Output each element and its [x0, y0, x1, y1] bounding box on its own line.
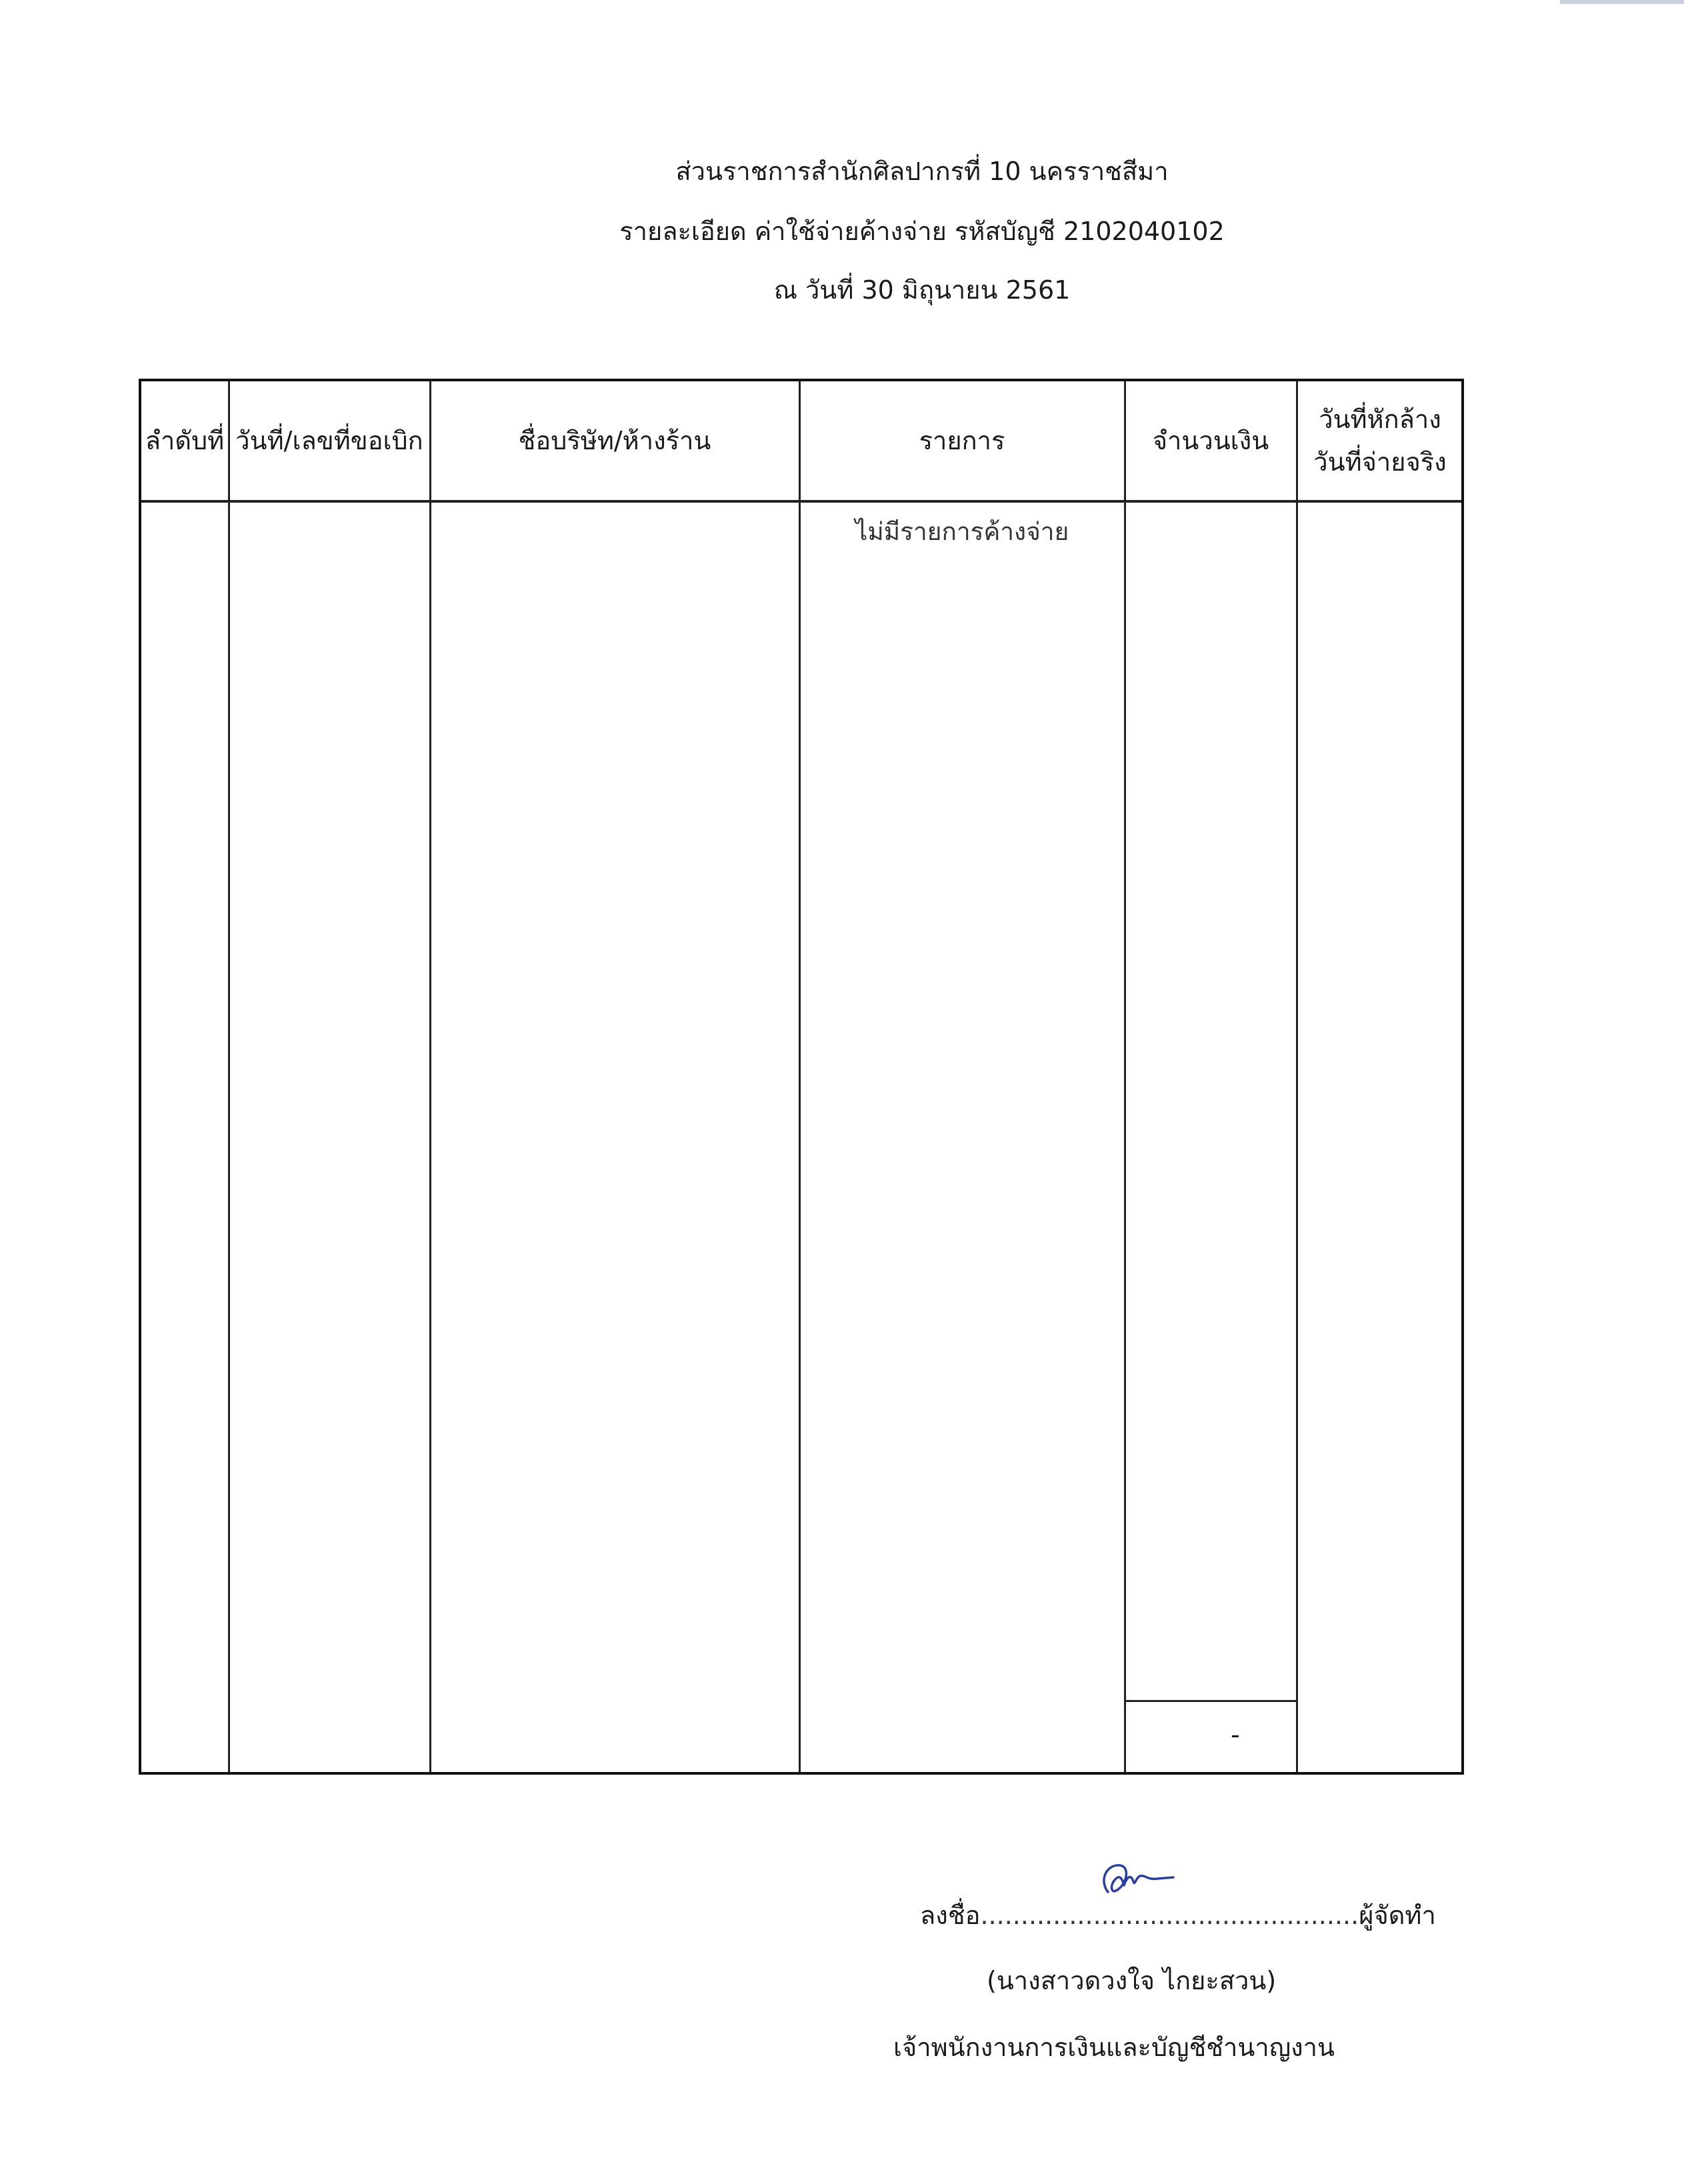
- scan-edge-mark: [1560, 0, 1684, 4]
- col-header-date-no: วันที่/เลขที่ขอเบิก: [235, 426, 423, 455]
- col-header-company: ชื่อบริษัท/ห้างร้าน: [518, 426, 711, 455]
- signature-dots: ...............................................: [980, 1901, 1359, 1930]
- column-divider: [1124, 381, 1126, 1772]
- preparer-label: ผู้จัดทำ: [1359, 1901, 1436, 1930]
- accrued-expense-table: [139, 379, 1464, 1775]
- column-divider: [1296, 381, 1298, 1772]
- signer-position: เจ้าพนักงานการเงินและบัญชีชำนาญงาน: [893, 2033, 1335, 2062]
- col-header-clear-date-line2: วันที่จ่ายจริง: [1313, 447, 1447, 477]
- sign-label: ลงชื่อ: [920, 1901, 981, 1930]
- column-divider: [799, 381, 801, 1772]
- col-header-clear-date: [1297, 381, 1463, 500]
- no-items-message: ไม่มีรายการค้างจ่าย: [855, 517, 1069, 546]
- column-divider: [228, 381, 230, 1772]
- header-report-date: ณ วันที่ 30 มิถุนายน 2561: [773, 275, 1071, 305]
- header-divider: [141, 500, 1461, 503]
- col-header-item: รายการ: [919, 426, 1005, 455]
- header-report-title: รายละเอียด ค่าใช้จ่ายค้างจ่าย รหัสบัญชี 2102040102: [619, 217, 1225, 246]
- signature-line: [920, 1895, 1436, 1935]
- total-amount: -: [1231, 1720, 1240, 1749]
- column-divider: [429, 381, 431, 1772]
- signer-name: (นางสาวดวงใจ ไกยะสวน): [987, 1966, 1277, 1995]
- header-agency: ส่วนราชการสำนักศิลปากรที่ 10 นครราชสีมา: [675, 157, 1169, 186]
- col-header-clear-date-line1: วันที่หักล้าง: [1319, 405, 1441, 434]
- col-header-amount: จำนวนเงิน: [1152, 426, 1269, 455]
- total-divider: [1125, 1700, 1296, 1702]
- col-header-seq: ลำดับที่: [145, 426, 225, 455]
